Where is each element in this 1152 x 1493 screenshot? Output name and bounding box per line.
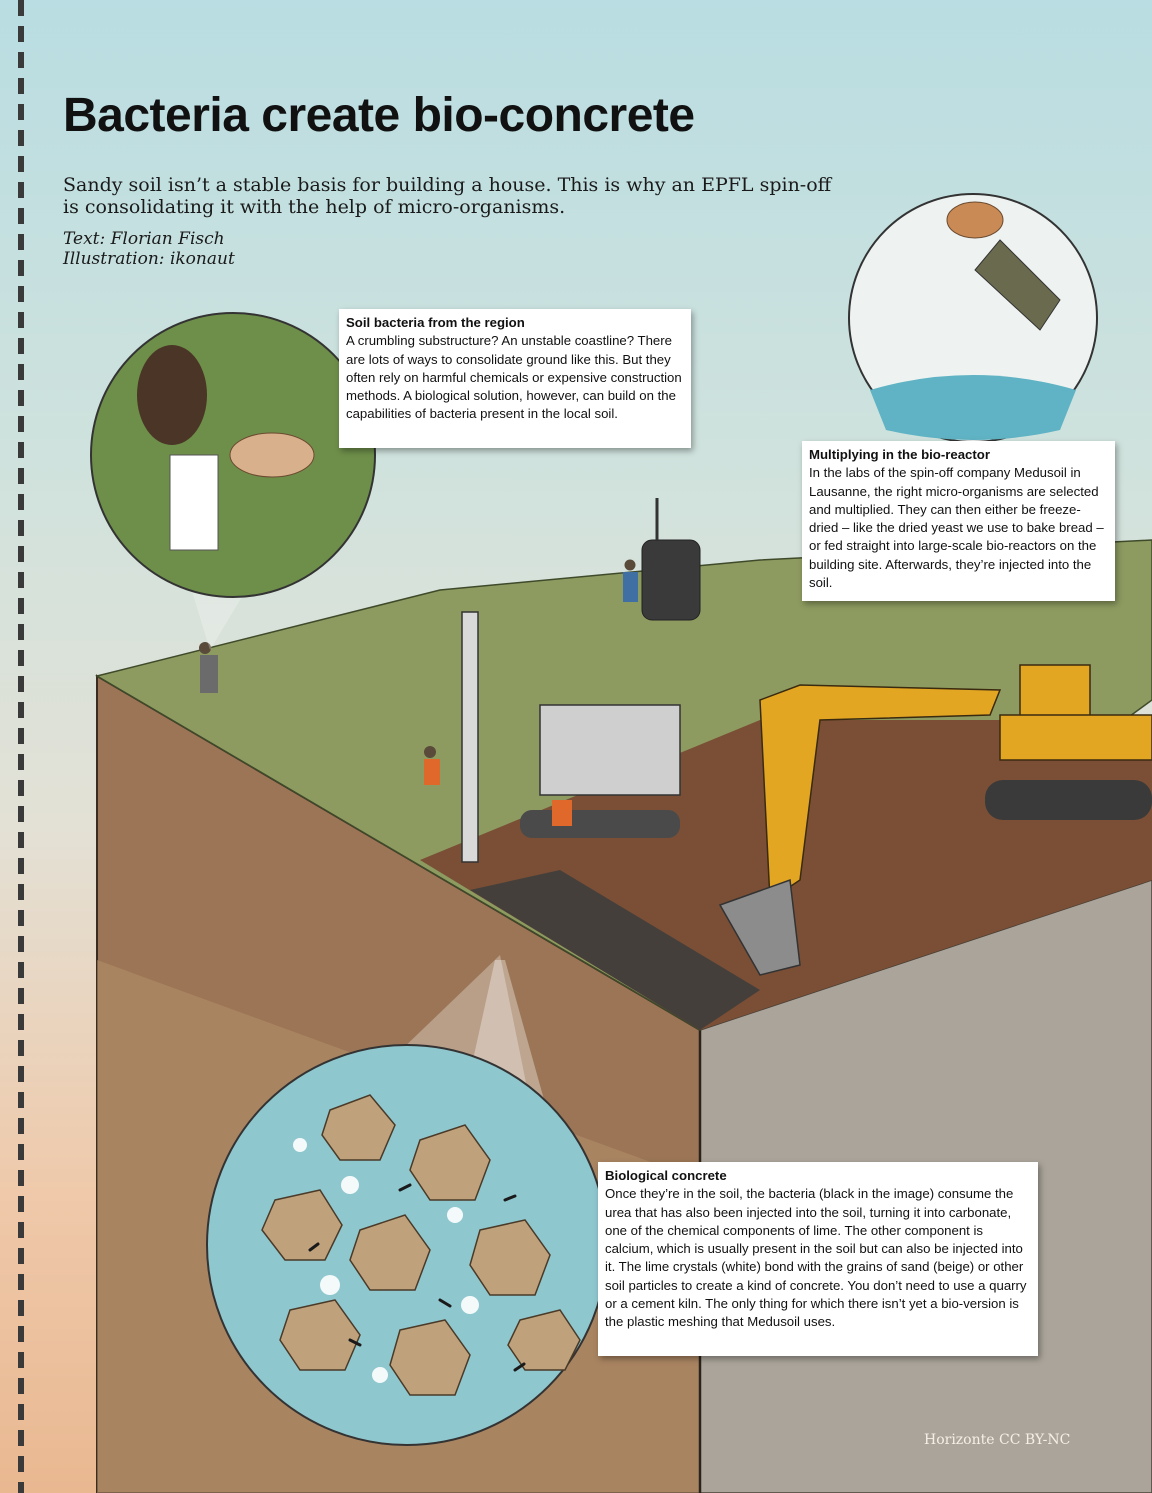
callout-heading: Soil bacteria from the region bbox=[346, 315, 525, 330]
worker-orange-1-head bbox=[424, 746, 436, 758]
worker-reactor-body bbox=[623, 572, 638, 602]
callout-body: A crumbling substructure? An unstable coastline? There are lots of ways to consolidate ground like this. But they often rely on harmful chemicals or expensive construction methods. A biological solution, however, can build on the capabilities of bacteria present in the local soil. bbox=[346, 333, 682, 422]
callout-heading: Multiplying in the bio-reactor bbox=[809, 447, 990, 462]
article-credits bbox=[63, 229, 235, 269]
callout-soil-bacteria bbox=[339, 309, 691, 448]
worker-reactor-head bbox=[625, 560, 636, 571]
footer-credit: Horizonte CC BY-NC bbox=[924, 1432, 1071, 1448]
drilling-rig-track bbox=[520, 810, 680, 838]
article-lead: Sandy soil isn’t a stable basis for building a house. This is why an EPFL spin-off is consolidating it with the help of micro-organisms. bbox=[63, 174, 832, 218]
callout-body: Once they’re in the soil, the bacteria (black in the image) consume the urea that has also been injected into the soil, turning it into carbonate, one of the chemical components of lime. The other component is calcium, which is usually present in the soil but can also be injected into it. The lime crystals (white) bond with the grains of sand (beige) or other soil particles to create a kind of concrete. You don’t need to use a quarry or a cement kiln. The only thing for which there isn’t yet a bio-version is the plastic meshing that Medusoil uses. bbox=[605, 1186, 1027, 1330]
callout-heading: Biological concrete bbox=[605, 1168, 727, 1183]
hand bbox=[230, 433, 314, 477]
flask-stopper bbox=[947, 202, 1003, 238]
worker-left-body bbox=[200, 655, 218, 693]
callout-body: In the labs of the spin-off company Medusoil in Lausanne, the right micro-organisms are selected and multiplied. They can then either be freeze-dried – like the dried yeast we use to bake bread – or fed straight into large-scale bio-reactors on the building site. Afterwards, they’re injected into the soil. bbox=[809, 465, 1104, 591]
credit-illustration: Illustration: ikonaut bbox=[63, 249, 235, 269]
credit-text: Text: Florian Fisch bbox=[63, 229, 225, 249]
soil-handful bbox=[137, 345, 207, 445]
drilling-rig-body bbox=[540, 705, 680, 795]
drilling-rig-mast bbox=[462, 612, 478, 862]
excavator-track bbox=[985, 780, 1152, 820]
worker-orange-1-body bbox=[424, 759, 440, 785]
worker-orange-2-body bbox=[552, 800, 572, 826]
excavator-body bbox=[1000, 715, 1152, 760]
article-title: Bacteria create bio-concrete bbox=[63, 89, 695, 142]
callout-biological-concrete bbox=[598, 1162, 1038, 1356]
bioreactor-tank bbox=[642, 540, 700, 620]
callout-bio-reactor bbox=[802, 441, 1115, 601]
sample-tube bbox=[170, 455, 218, 550]
flask-liquid bbox=[870, 375, 1076, 440]
